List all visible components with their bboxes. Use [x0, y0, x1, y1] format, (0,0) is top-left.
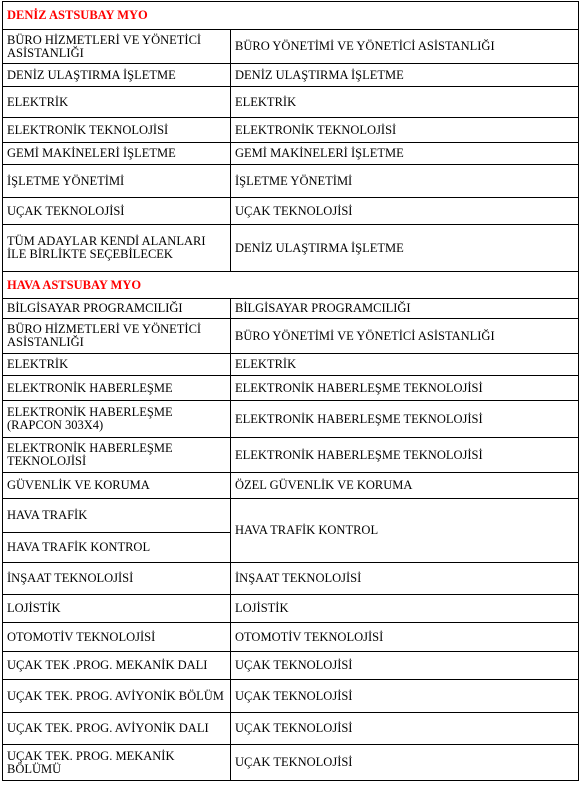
target-program: ÖZEL GÜVENLİK VE KORUMA [231, 473, 579, 499]
source-program: HAVA TRAFİK KONTROL [3, 533, 231, 563]
target-program: ELEKTRİK [231, 87, 579, 118]
source-program: İŞLETME YÖNETİMİ [3, 165, 231, 198]
source-program: UÇAK TEK. PROG. AVİYONİK BÖLÜM [3, 680, 231, 713]
target-program: UÇAK TEKNOLOJİSİ [231, 680, 579, 713]
table-row [3, 745, 579, 781]
table-row [3, 118, 579, 143]
source-program: BÜRO HİZMETLERİ VE YÖNETİCİ ASİSTANLIĞI [3, 319, 231, 354]
target-program: İŞLETME YÖNETİMİ [231, 165, 579, 198]
target-program: UÇAK TEKNOLOJİSİ [231, 652, 579, 680]
table-row [3, 376, 579, 401]
target-program: UÇAK TEKNOLOJİSİ [231, 745, 579, 781]
target-program: UÇAK TEKNOLOJİSİ [231, 713, 579, 745]
table-row [3, 64, 579, 87]
table-row [3, 595, 579, 623]
source-program: UÇAK TEKNOLOJİSİ [3, 198, 231, 225]
source-program: OTOMOTİV TEKNOLOJİSİ [3, 623, 231, 652]
target-program: LOJİSTİK [231, 595, 579, 623]
source-program: TÜM ADAYLAR KENDİ ALANLARI İLE BİRLİKTE SEÇEBİLECEK [3, 225, 231, 272]
target-program: ELEKTRONİK TEKNOLOJİSİ [231, 118, 579, 143]
source-program: DENİZ ULAŞTIRMA İŞLETME [3, 64, 231, 87]
table-row [3, 499, 579, 533]
source-program: ELEKTRONİK TEKNOLOJİSİ [3, 118, 231, 143]
table-row [3, 198, 579, 225]
target-program: BÜRO YÖNETİMİ VE YÖNETİCİ ASİSTANLIĞI [231, 319, 579, 354]
source-program: ELEKTRONİK HABERLEŞME TEKNOLOJİSİ [3, 438, 231, 473]
target-program: İNŞAAT TEKNOLOJİSİ [231, 563, 579, 595]
target-program: DENİZ ULAŞTIRMA İŞLETME [231, 225, 579, 272]
section-title: DENİZ ASTSUBAY MYO [3, 2, 579, 30]
source-program: ELEKTRONİK HABERLEŞME (RAPCON 303X4) [3, 401, 231, 438]
target-program: ELEKTRONİK HABERLEŞME TEKNOLOJİSİ [231, 401, 579, 438]
target-program: GEMİ MAKİNELERİ İŞLETME [231, 143, 579, 165]
target-program: BİLGİSAYAR PROGRAMCILIĞI [231, 299, 579, 319]
source-program: GEMİ MAKİNELERİ İŞLETME [3, 143, 231, 165]
table-row [3, 438, 579, 473]
source-program: ELEKTRİK [3, 354, 231, 376]
target-program: DENİZ ULAŞTIRMA İŞLETME [231, 64, 579, 87]
section-title: HAVA ASTSUBAY MYO [3, 272, 579, 299]
table-row [3, 680, 579, 713]
source-program: UÇAK TEK. PROG. MEKANİK BÖLÜMÜ [3, 745, 231, 781]
source-program: HAVA TRAFİK [3, 499, 231, 533]
table-row [3, 401, 579, 438]
table-row [3, 623, 579, 652]
source-program: BİLGİSAYAR PROGRAMCILIĞI [3, 299, 231, 319]
source-program: ELEKTRİK [3, 87, 231, 118]
program-mapping-table [2, 1, 579, 781]
target-program: ELEKTRONİK HABERLEŞME TEKNOLOJİSİ [231, 438, 579, 473]
section-header [3, 2, 579, 30]
table-row [3, 563, 579, 595]
source-program: GÜVENLİK VE KORUMA [3, 473, 231, 499]
target-program: ELEKTRİK [231, 354, 579, 376]
table-row [3, 713, 579, 745]
table-row [3, 319, 579, 354]
source-program: UÇAK TEK. PROG. AVİYONİK DALI [3, 713, 231, 745]
source-program: LOJİSTİK [3, 595, 231, 623]
table-row [3, 652, 579, 680]
target-program: OTOMOTİV TEKNOLOJİSİ [231, 623, 579, 652]
table-row [3, 354, 579, 376]
table-row [3, 87, 579, 118]
table-row [3, 225, 579, 272]
source-program: ELEKTRONİK HABERLEŞME [3, 376, 231, 401]
target-program: UÇAK TEKNOLOJİSİ [231, 198, 579, 225]
source-program: BÜRO HİZMETLERİ VE YÖNETİCİ ASİSTANLIĞI [3, 30, 231, 64]
target-program: HAVA TRAFİK KONTROL [231, 499, 579, 563]
target-program: ELEKTRONİK HABERLEŞME TEKNOLOJİSİ [231, 376, 579, 401]
target-program: BÜRO YÖNETİMİ VE YÖNETİCİ ASİSTANLIĞI [231, 30, 579, 64]
source-program: İNŞAAT TEKNOLOJİSİ [3, 563, 231, 595]
table-row [3, 165, 579, 198]
source-program: UÇAK TEK .PROG. MEKANİK DALI [3, 652, 231, 680]
table-row [3, 473, 579, 499]
table-row [3, 30, 579, 64]
table-row [3, 299, 579, 319]
section-header [3, 272, 579, 299]
table-row [3, 143, 579, 165]
